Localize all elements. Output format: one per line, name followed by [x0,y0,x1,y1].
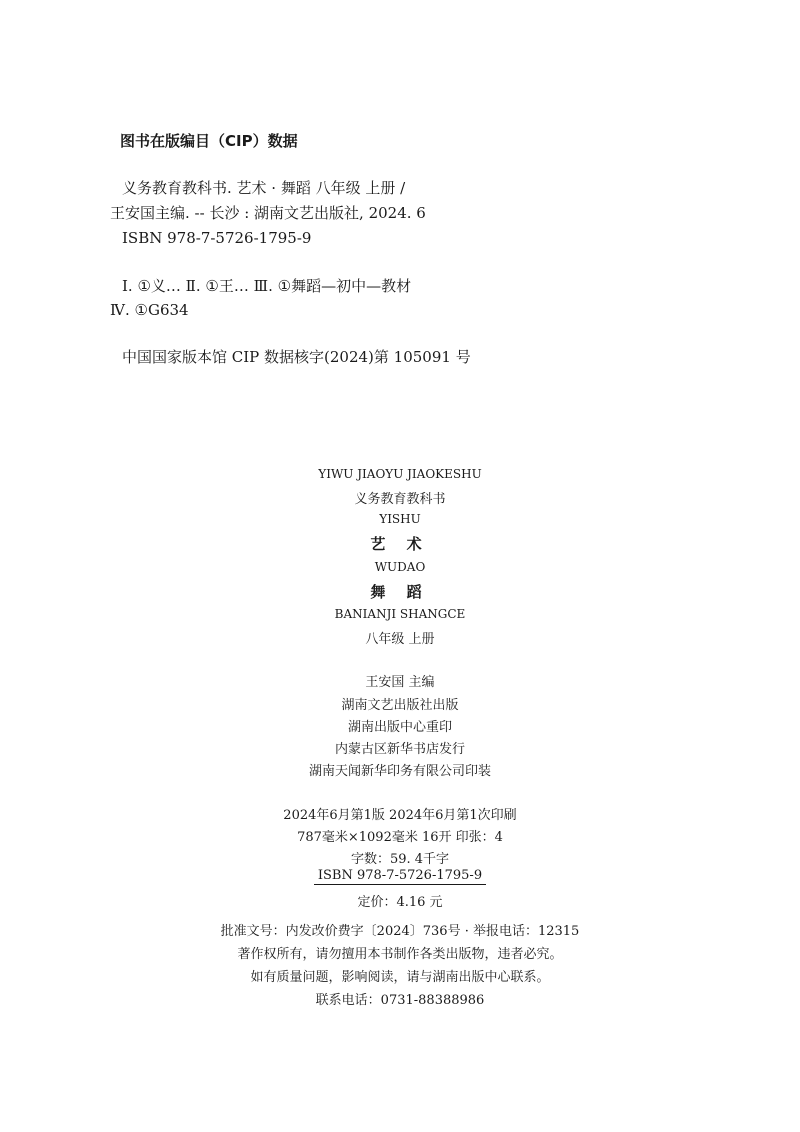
approval-line: 批准文号：内发改价费字〔2024〕736号 · 举报电话：12315 [220,924,580,939]
price-line: 定价：4.16 元 [357,895,443,910]
contact-phone-line: 联系电话：0731-88388986 [315,993,485,1008]
format-line: 787毫米×1092毫米 16开 印张：4 [297,830,503,845]
cip-line-isbn: ISBN 978-7-5726-1795-9 [122,229,312,247]
word-count-line: 字数：59. 4千字 [350,852,450,867]
isbn-line [0,868,800,885]
cip-title: 图书在版编目（CIP）数据 [120,132,298,150]
quality-line: 如有质量问题，影响阅读，请与湖南出版中心联系。 [250,970,550,985]
copyright-line: 著作权所有，请勿擅用本书制作各类出版物，违者必究。 [237,947,563,962]
edition-line: 2024年6月第1版 2024年6月第1次印刷 [283,808,517,823]
cip-line-title-info: 义务教育教科书. 艺术 · 舞蹈 八年级 上册 / [122,179,406,197]
isbn-number: ISBN 978-7-5726-1795-9 [314,868,486,885]
subject-title: 艺 术 [370,535,430,553]
series-title: 义务教育教科书 [354,492,446,507]
topic-title: 舞 蹈 [370,583,430,601]
cip-line-editor-publisher: 王安国主编. -- 长沙 : 湖南文艺出版社, 2024. 6 [110,204,426,222]
subject-pinyin: YISHU [379,512,421,526]
distributor-line: 内蒙古区新华书店发行 [334,742,465,757]
cip-line-classification: Ⅳ. ①G634 [110,301,189,319]
editor-line: 王安国 主编 [365,675,435,690]
printer-line: 湖南天闻新华印务有限公司印装 [308,764,491,779]
topic-pinyin: WUDAO [374,560,426,574]
cip-line-record-number: 中国国家版本馆 CIP 数据核字(2024)第 105091 号 [122,348,471,366]
grade-title: 八年级 上册 [365,632,435,647]
series-pinyin: YIWU JIAOYU JIAOKESHU [318,467,482,481]
cip-line-subject-terms: Ⅰ. ①义… Ⅱ. ①王… Ⅲ. ①舞蹈—初中—教材 [122,277,412,295]
reprint-line: 湖南出版中心重印 [347,720,452,735]
publisher-line: 湖南文艺出版社出版 [341,698,459,713]
grade-pinyin: BANIANJI SHANGCE [334,607,466,621]
